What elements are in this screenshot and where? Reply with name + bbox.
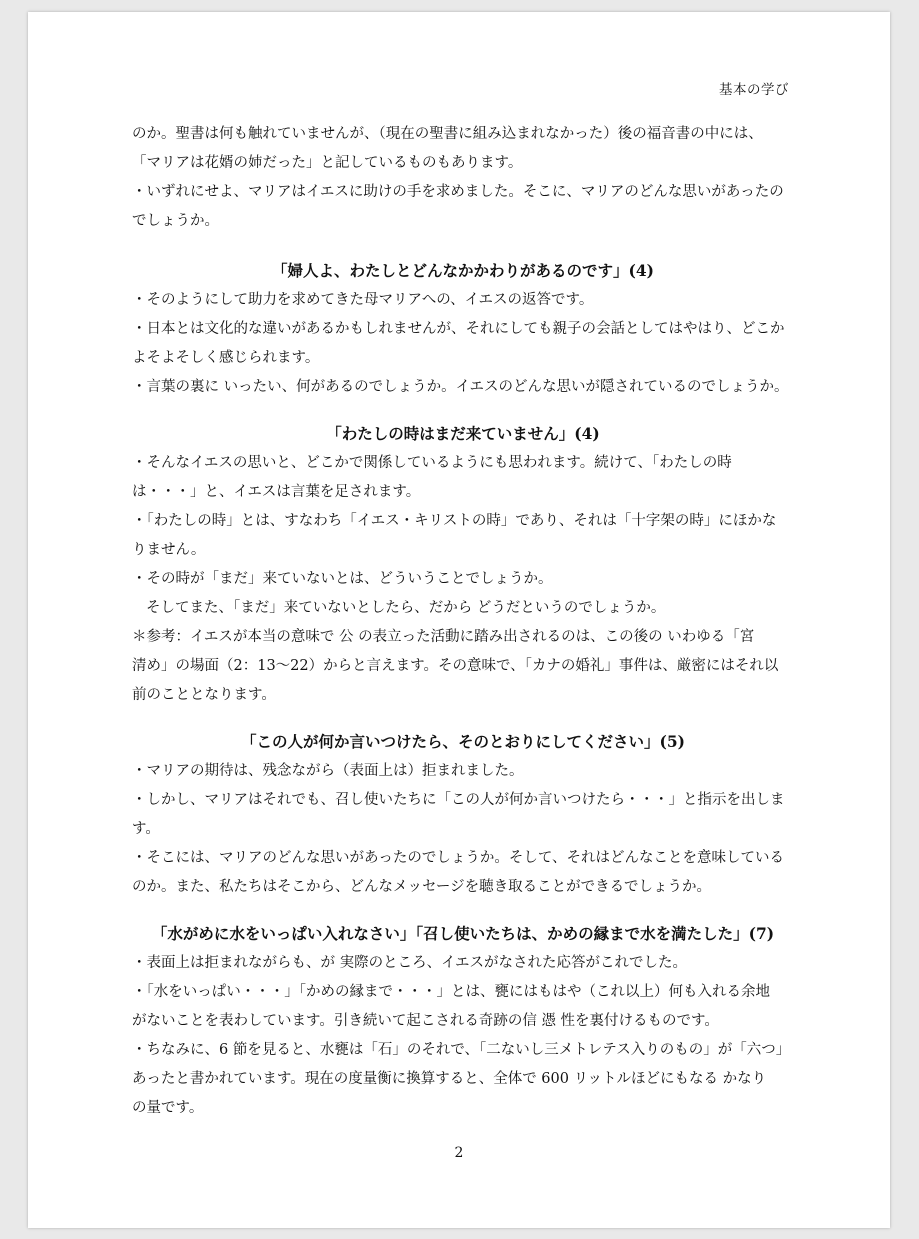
text-line: す。 <box>132 821 160 837</box>
text-line: りません。 <box>132 542 206 558</box>
text-line: の量です。 <box>132 1100 204 1116</box>
section-heading: 「わたしの時はまだ来ていません」(4) <box>326 424 600 443</box>
intro-paragraph <box>132 120 794 236</box>
text-line: よそよそしく感じられます。 <box>132 350 320 366</box>
section-heading: 「この人が何か言いつけたら、そのとおりにしてください」(5) <box>241 732 685 751</box>
text-line: ・「水をいっぱい・・・」「かめの縁まで・・・」とは、甕にはもはや（これ以上）何も入れる余地 <box>132 984 770 1000</box>
text-line: ＊参考：イエスが本当の意味で 公 の表立った活動に踏み出されるのは、この後の いわゆる「宮 <box>132 629 755 645</box>
text-line: 清め」の場面（2：13〜22）からと言えます。その意味で、「カナの婚礼」事件は、厳密にはそれ以 <box>132 658 779 674</box>
page-body <box>132 120 794 1123</box>
text-line: ・そんなイエスの思いと、どこかで関係しているようにも思われます。続けて、「わたしの時 <box>132 455 732 471</box>
section-heading: 「婦人よ、わたしとどんなかかわりがあるのです」(4) <box>272 261 654 280</box>
text-line: あったと書かれています。現在の度量衡に換算すると、全体で 600 リットルほどにもなる かなり <box>132 1071 767 1087</box>
document-page <box>28 12 890 1228</box>
text-line: ・そこには、マリアのどんな思いがあったのでしょうか。そして、それはどんなことを意味している <box>132 850 785 866</box>
section-fujin-yo <box>132 256 794 402</box>
text-line: 前のこととなります。 <box>132 687 276 703</box>
text-line: のか。聖書は何も触れていませんが、（現在の聖書に組み込まれなかった）後の福音書の中には、 <box>132 126 763 142</box>
text-line: ・「わたしの時」とは、すなわち「イエス・キリストの時」であり、それは「十字架の時」にほかな <box>132 513 777 529</box>
text-line: ・しかし、マリアはそれでも、召し使いたちに「この人が何か言いつけたら・・・」と指示を出しま <box>132 792 785 808</box>
text-line: ・そのようにして助力を求めてきた母マリアへの、イエスの返答です。 <box>132 292 594 308</box>
text-line: ・いずれにせよ、マリアはイエスに助けの手を求めました。そこに、マリアのどんな思いがあったの <box>132 184 784 200</box>
section-watashi-no-toki <box>132 419 794 710</box>
text-line: ・その時が「まだ」来ていないとは、どういうことでしょうか。 <box>132 571 553 587</box>
text-line: ・日本とは文化的な違いがあるかもしれませんが、それにしても親子の会話としてはやはり、どこか <box>132 321 785 337</box>
text-line: は・・・」と、イエスは言葉を足されます。 <box>132 484 421 500</box>
section-kono-hito-ga <box>132 727 794 902</box>
page-number: 2 <box>454 1145 464 1161</box>
text-line: のか。また、私たちはそこから、どんなメッセージを聴き取ることができるでしょうか。 <box>132 879 711 895</box>
running-header: 基本の学び <box>719 82 789 98</box>
text-line: がないことを表わしています。引き続いて起こされる奇跡の信 憑 性を裏付けるものです。 <box>132 1013 719 1029</box>
text-line: ・言葉の裏に いったい、何があるのでしょうか。イエスのどんな思いが隠されているのでしょうか。 <box>132 379 789 395</box>
text-line: ・ちなみに、6 節を見ると、水甕は「石」のそれで、「二ないし三メトレテス入りのもの」が「六つ」 <box>132 1042 791 1058</box>
section-mizugame <box>132 919 794 1123</box>
text-line: ・マリアの期待は、残念ながら（表面上は）拒まれました。 <box>132 763 524 779</box>
section-heading: 「水がめに水をいっぱい入れなさい」「召し使いたちは、かめの縁まで水を満たした」(7) <box>151 924 775 943</box>
text-line: ・表面上は拒まれながらも、が 実際のところ、イエスがなされた応答がこれでした。 <box>132 955 688 971</box>
text-line: そしてまた、「まだ」来ていないとしたら、だから どうだというのでしょうか。 <box>146 600 666 616</box>
text-line: でしょうか。 <box>132 213 219 229</box>
text-line: 「マリアは花婿の姉だった」と記しているものもあります。 <box>132 155 523 171</box>
